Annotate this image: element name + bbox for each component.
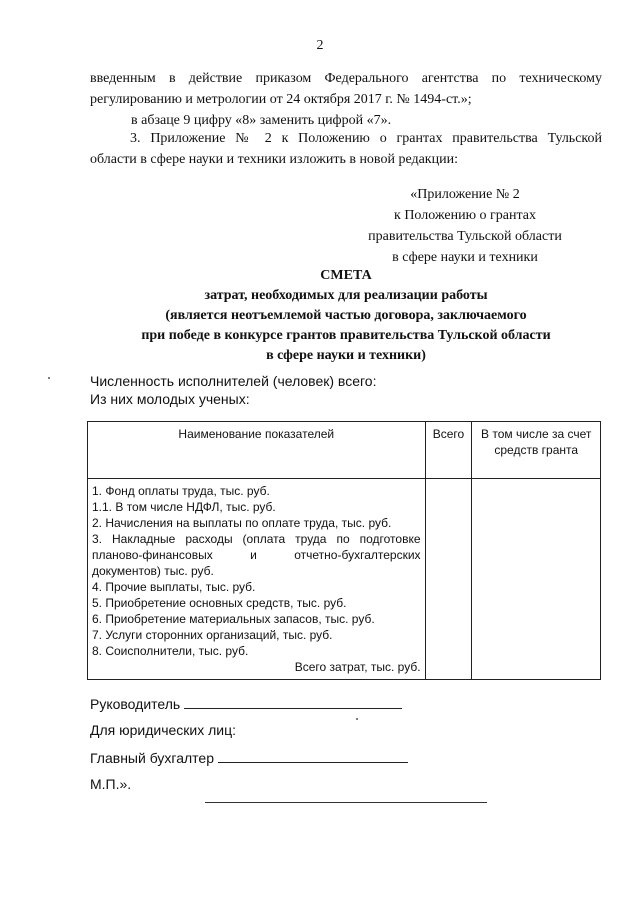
total-costs-label: Всего затрат, тыс. руб. [294, 660, 421, 674]
head-signature-line [184, 694, 402, 709]
grant-value-cell [472, 479, 601, 680]
table-header-row [88, 422, 601, 479]
legal-entities-label: Для юридических лиц: [90, 722, 237, 738]
executors-count-label: Численность исполнителей (человек) всего: [90, 373, 377, 389]
annex-line: правительства Тульской области [368, 229, 562, 244]
head-signature-row [90, 694, 402, 713]
estimate-subtitle-line: при победе в конкурсе грантов правительства Тульской области [141, 328, 551, 343]
header-grant: В том числе за счет средств гранта [472, 422, 601, 479]
paragraph-line: регулированию и метрологии от 24 октября 2017 г. № 1494-ст.»; [90, 92, 472, 107]
estimate-title: СМЕТА [320, 268, 372, 283]
paragraph-line: введенным в действие приказом Федерального агентства по техническому [90, 71, 602, 86]
indicator-item: 1. Фонд оплаты труда, тыс. руб. [92, 484, 270, 498]
chief-accountant-label: Главный бухгалтер [90, 750, 214, 766]
annex-line: в сфере науки и техники [392, 250, 538, 265]
annex-line: «Приложение № 2 [410, 187, 520, 202]
indicator-item: 3. Накладные расходы (оплата труда по подготовке [92, 532, 421, 546]
head-label: Руководитель [90, 696, 181, 712]
total-value-cell [425, 479, 472, 680]
indicator-item: 4. Прочие выплаты, тыс. руб. [92, 580, 256, 594]
scan-speck [356, 718, 358, 720]
annex-line: к Положению о грантах [394, 208, 536, 223]
header-total: Всего [425, 422, 472, 479]
scan-speck [48, 377, 50, 379]
indicator-item: 6. Приобретение материальных запасов, тыс. руб. [92, 612, 375, 626]
estimate-subtitle-line: (является неотъемлемой частью договора, заключаемого [165, 308, 527, 323]
paragraph-amendment: в абзаце 9 цифру «8» заменить цифрой «7». [131, 113, 392, 128]
indicator-item: 7. Услуги сторонних организаций, тыс. руб. [92, 628, 333, 642]
indicator-item: 5. Приобретение основных средств, тыс. руб. [92, 596, 347, 610]
stamp-label: М.П.». [90, 776, 132, 792]
estimate-title-block [90, 266, 602, 366]
estimate-subtitle-line: в сфере науки и техники) [266, 348, 426, 363]
indicator-item: 1.1. В том числе НДФЛ, тыс. руб. [92, 500, 276, 514]
header-name: Наименование показателей [88, 422, 426, 479]
indicator-item: 8. Соисполнители, тыс. руб. [92, 644, 249, 658]
estimate-subtitle-line: затрат, необходимых для реализации работы [204, 288, 488, 303]
indicator-item: документов) тыс. руб. [92, 564, 214, 578]
paragraph-line: 3. Приложение № 2 к Положению о грантах правительства Тульской [130, 131, 602, 146]
chief-accountant-signature-line [218, 748, 408, 763]
paragraph-item-3 [90, 128, 602, 170]
indicator-list [88, 479, 426, 680]
indicator-item: планово-финансовых и отчетно-бухгалтерских [92, 548, 421, 562]
young-scientists-label: Из них молодых ученых: [90, 391, 250, 407]
page-number: 2 [316, 38, 324, 53]
chief-accountant-row [90, 748, 408, 767]
bottom-separator-line [205, 802, 487, 803]
annex-header [330, 184, 600, 268]
estimate-table [87, 421, 601, 680]
paragraph-continuation [90, 68, 602, 110]
paragraph-line: области в сфере науки и техники изложить в новой редакции: [90, 152, 458, 167]
table-row [88, 479, 601, 680]
indicator-item: 2. Начисления на выплаты по оплате труда, тыс. руб. [92, 516, 392, 530]
